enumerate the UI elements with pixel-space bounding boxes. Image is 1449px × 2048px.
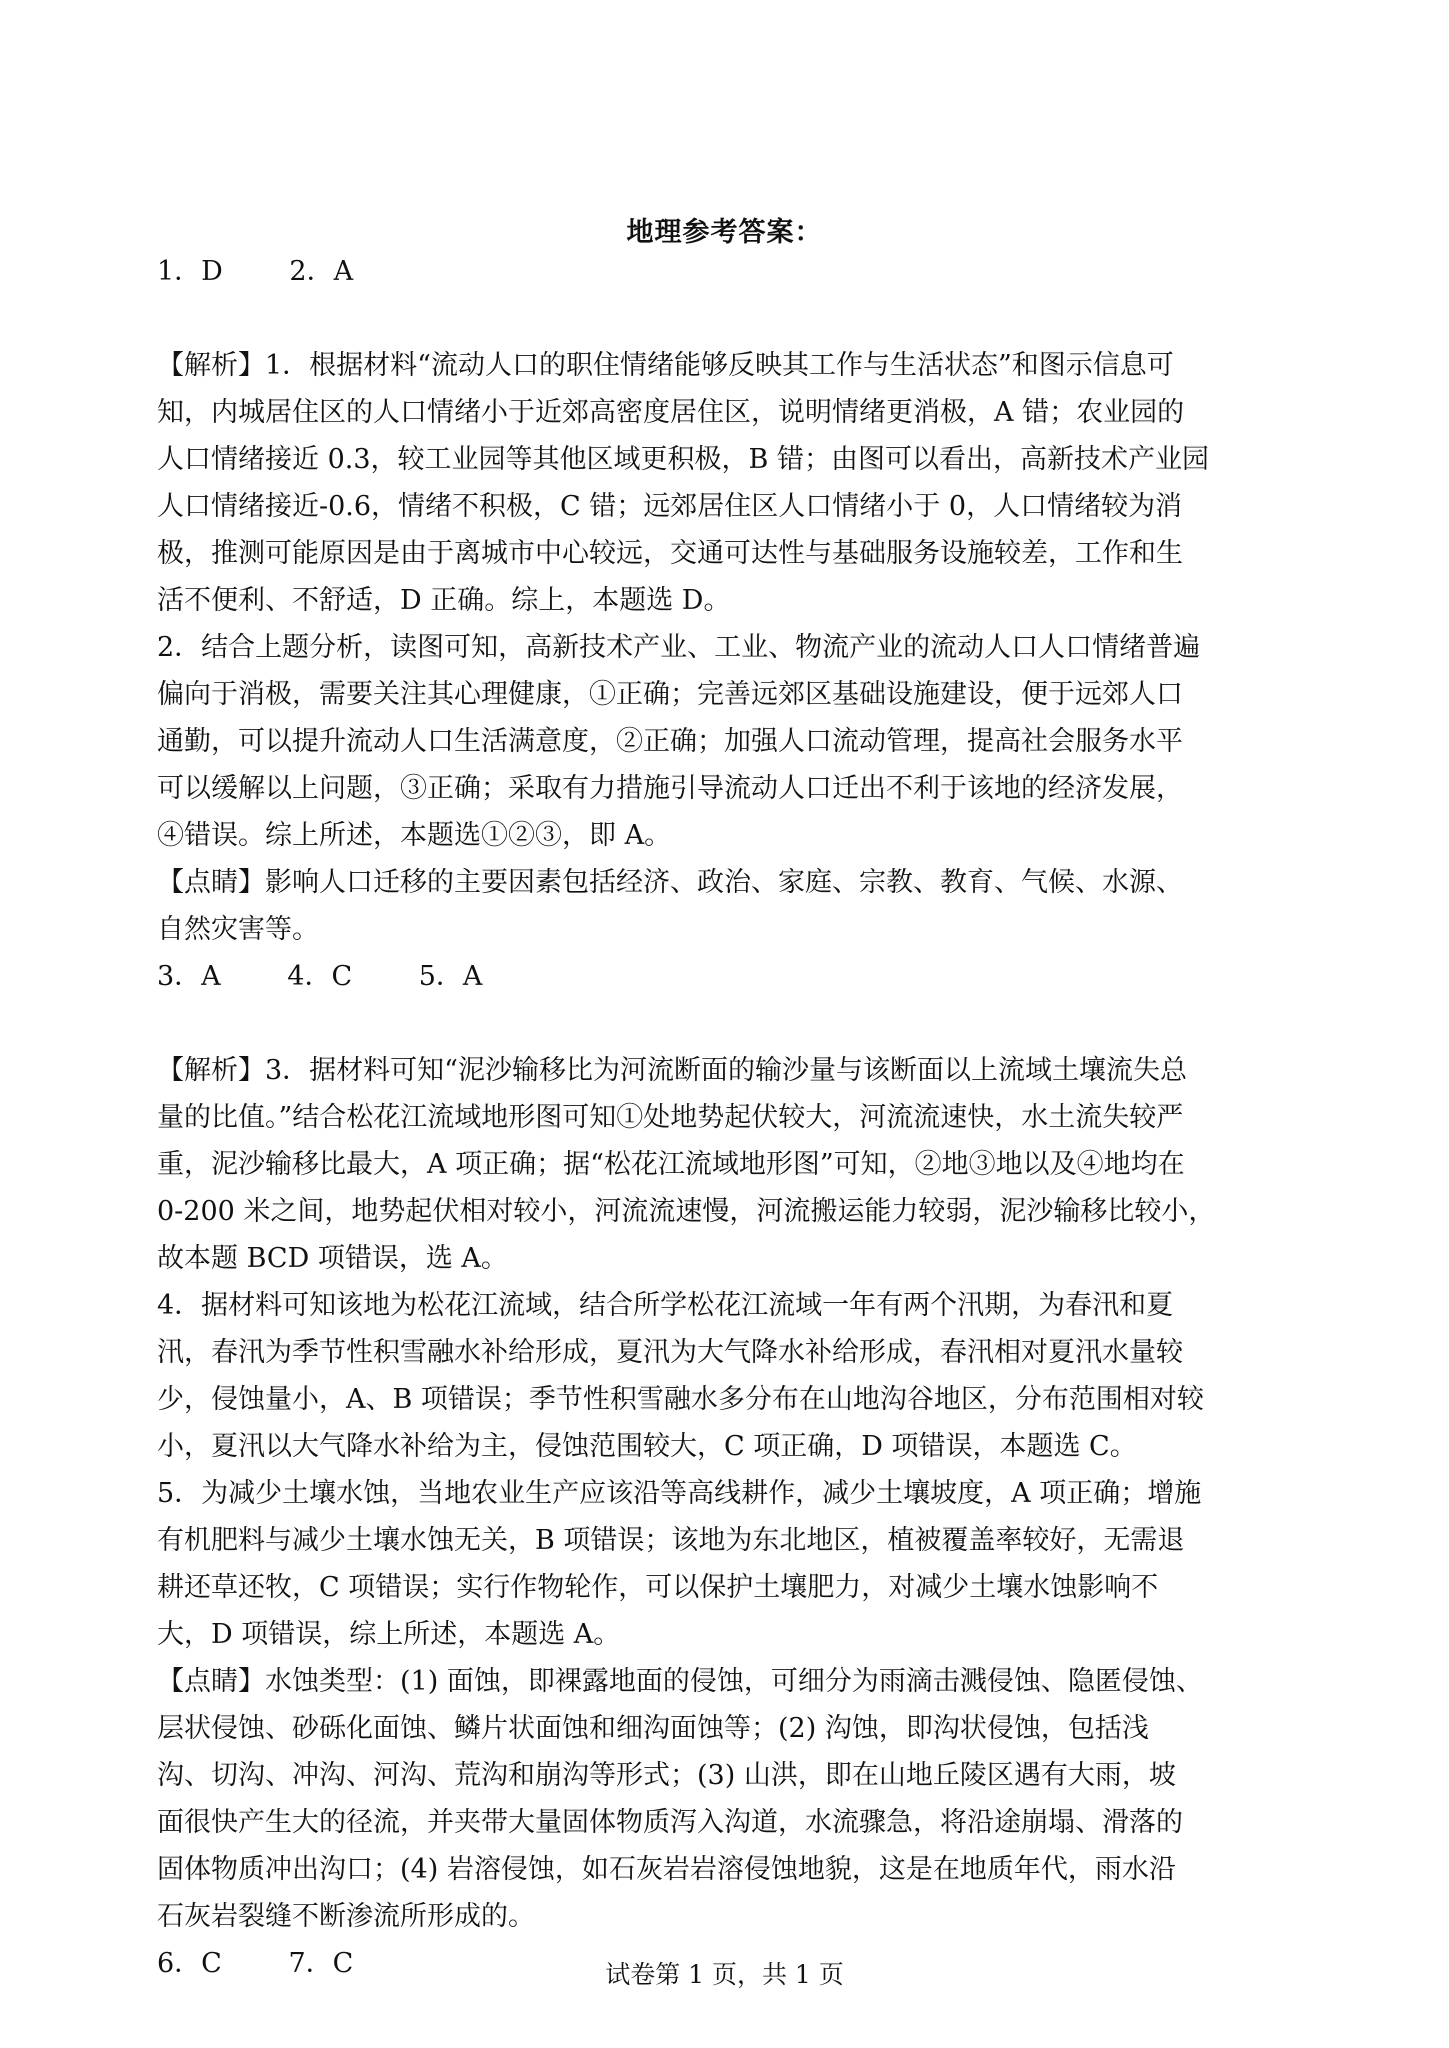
text-line: 量的比值。”结合松花江流域地形图可知①处地势起伏较大，河流流速快，水土流失较严 <box>157 1102 1184 1133</box>
analysis-block-3-5 <box>157 1047 1297 1940</box>
text-line: 大，D 项错误，综上所述，本题选 A。 <box>157 1619 621 1650</box>
spacer <box>157 1000 1297 1047</box>
text-line: 面很快产生大的径流，并夹带大量固体物质泻入沟道，水流骤急，将沿途崩塌、滑落的 <box>157 1807 1183 1838</box>
text-line: 4．据材料可知该地为松花江流域，结合所学松花江流域一年有两个汛期，为春汛和夏 <box>157 1290 1174 1321</box>
text-line: 活不便利、不舒适，D 正确。综上，本题选 D。 <box>157 585 731 616</box>
text-line: 固体物质冲出沟口；(4) 岩溶侵蚀，如石灰岩岩溶侵蚀地貌，这是在地质年代，雨水沿 <box>157 1854 1176 1885</box>
text-line: 偏向于消极，需要关注其心理健康，①正确；完善远郊区基础设施建设，便于远郊人口 <box>157 679 1183 710</box>
answer-row-3-5 <box>157 953 1297 1000</box>
text-line: 重，泥沙输移比最大，A 项正确；据“松花江流域地形图”可知，②地③地以及④地均在 <box>157 1149 1185 1180</box>
text-line: 【解析】3．据材料可知“泥沙输移比为河流断面的输沙量与该断面以上流域土壤流失总 <box>157 1055 1187 1086</box>
text-line: 人口情绪接近-0.6，情绪不积极，C 错；远郊居住区人口情绪小于 0，人口情绪较为消 <box>157 491 1183 522</box>
text-line: 知，内城居住区的人口情绪小于近郊高密度居住区，说明情绪更消极，A 错；农业园的 <box>157 397 1185 428</box>
analysis-block-1-2 <box>157 342 1297 953</box>
text-line: 故本题 BCD 项错误，选 A。 <box>157 1243 508 1274</box>
text-line: 通勤，可以提升流动人口生活满意度，②正确；加强人口流动管理，提高社会服务水平 <box>157 726 1183 757</box>
answer-item: 6．C <box>157 1948 222 1979</box>
text-line: 极，推测可能原因是由于离城市中心较远，交通可达性与基础服务设施较差，工作和生 <box>157 538 1183 569</box>
text-line: 有机肥料与减少土壤水蚀无关，B 项错误；该地为东北地区，植被覆盖率较好，无需退 <box>157 1525 1185 1556</box>
text-line: 5．为减少土壤水蚀，当地农业生产应该沿等高线耕作，减少土壤坡度，A 项正确；增施 <box>157 1478 1202 1509</box>
answer-item: 2．A <box>289 256 354 287</box>
spacer <box>157 295 1297 342</box>
text-line: 层状侵蚀、砂砾化面蚀、鳞片状面蚀和细沟面蚀等；(2) 沟蚀，即沟状侵蚀，包括浅 <box>157 1713 1149 1744</box>
text-line: ④错误。综上所述，本题选①②③，即 A。 <box>157 820 672 851</box>
text-line: 少，侵蚀量小，A、B 项错误；季节性积雪融水多分布在山地沟谷地区，分布范围相对较 <box>157 1384 1204 1415</box>
text-line: 沟、切沟、冲沟、河沟、荒沟和崩沟等形式；(3) 山洪，即在山地丘陵区遇有大雨，坡 <box>157 1760 1176 1791</box>
page-title: 地理参考答案： <box>626 217 823 248</box>
answer-item: 1．D <box>157 256 223 287</box>
text-line: 【解析】1．根据材料“流动人口的职住情绪能够反映其工作与生活状态”和图示信息可 <box>157 350 1174 381</box>
text-line: 自然灾害等。 <box>157 914 319 945</box>
text-line: 【点睛】水蚀类型：(1) 面蚀，即裸露地面的侵蚀，可细分为雨滴击溅侵蚀、隐匿侵蚀、 <box>157 1666 1203 1697</box>
text-line: 耕还草还牧，C 项错误；实行作物轮作，可以保护土壤肥力，对减少土壤水蚀影响不 <box>157 1572 1159 1603</box>
text-line: 可以缓解以上问题，③正确；采取有力措施引导流动人口迁出不利于该地的经济发展， <box>157 773 1183 804</box>
text-line: 小，夏汛以大气降水补给为主，侵蚀范围较大，C 项正确，D 项错误，本题选 C。 <box>157 1431 1137 1462</box>
text-line: 0-200 米之间，地势起伏相对较小，河流流速慢，河流搬运能力较弱，泥沙输移比较小， <box>157 1196 1216 1227</box>
text-line: 人口情绪接近 0.3，较工业园等其他区域更积极，B 错；由图可以看出，高新技术产业园 <box>157 444 1209 475</box>
answer-row-1-2 <box>157 248 1297 295</box>
text-line: 石灰岩裂缝不断渗流所形成的。 <box>157 1901 535 1932</box>
answer-item: 4．C <box>287 961 353 992</box>
page-footer: 试卷第 1 页，共 1 页 <box>605 1960 844 1989</box>
answer-item: 7．C <box>288 1948 354 1979</box>
text-line: 2．结合上题分析，读图可知，高新技术产业、工业、物流产业的流动人口人口情绪普遍 <box>157 632 1201 663</box>
answer-content <box>157 248 1297 1987</box>
text-line: 汛，春汛为季节性积雪融水补给形成，夏汛为大气降水补给形成，春汛相对夏汛水量较 <box>157 1337 1183 1368</box>
answer-item: 5．A <box>418 961 483 992</box>
text-line: 【点睛】影响人口迁移的主要因素包括经济、政治、家庭、宗教、教育、气候、水源、 <box>157 867 1183 898</box>
answer-item: 3．A <box>157 961 221 992</box>
